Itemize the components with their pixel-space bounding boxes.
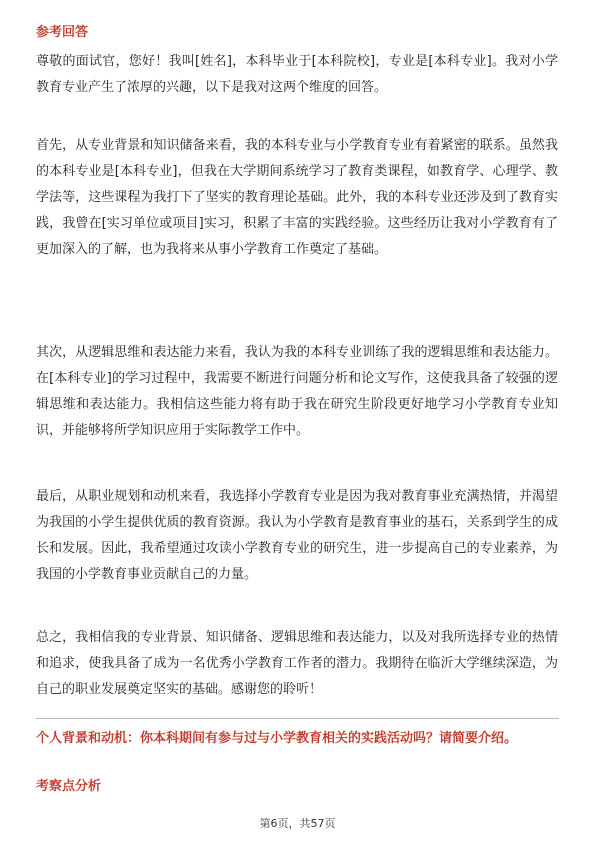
answer-heading: 参考回答 [36,25,89,40]
section-divider [36,718,559,719]
page-number-footer: 第6页，共57页 [259,817,336,830]
answer-paragraph-intro: 尊敬的面试官，您好！我叫[姓名]，本科毕业于[本科院校]，专业是[本科专业]。我对小学教育专业产生了浓厚的兴趣，以下是我对这两个维度的回答。 [36,54,558,95]
answer-paragraph-conclusion: 总之，我相信我的专业背景、知识储备、逻辑思维和表达能力，以及对我所选择专业的热情和追求，使我具备了成为一名优秀小学教育工作者的潜力。我期待在临沂大学继续深造，为自己的职业发展奠定坚实的基础。感谢您的聆听！ [36,630,558,697]
answer-paragraph-third: 最后，从职业规划和动机来看，我选择小学教育专业是因为我对教育事业充满热情，并渴望为我国的小学生提供优质的教育资源。我认为小学教育是教育事业的基石，关系到学生的成长和发展。因此，我希望通过攻读小学教育专业的研究生，进一步提高自己的专业素养，为我国的小学教育事业贡献自己的力量。 [36,489,558,582]
answer-paragraph-second: 其次，从逻辑思维和表达能力来看，我认为我的本科专业训练了我的逻辑思维和表达能力。在[本科专业]的学习过程中，我需要不断进行问题分析和论文写作，这使我具备了较强的逻辑思维和表达能力。我相信这些能力将有助于我在研究生阶段更好地学习小学教育专业知识，并能够将所学知识应用于实际教学工作中。 [36,345,558,438]
answer-paragraph-first: 首先，从专业背景和知识储备来看，我的本科专业与小学教育专业有着紧密的联系。虽然我的本科专业是[本科专业]，但我在大学期间系统学习了教育类课程，如教育学、心理学、教学法等，这些课程为我打下了坚实的教育理论基础。此外，我的本科专业还涉及到了教育实践，我曾在[实习单位或项目]实习，积累了丰富的实践经验。这些经历让我对小学教育有了更加深入的了解，也为我将来从事小学教育工作奠定了基础。 [36,138,558,257]
analysis-heading: 考察点分析 [36,779,102,794]
interview-question: 个人背景和动机：你本科期间有参与过与小学教育相关的实践活动吗？请简要介绍。 [36,731,518,746]
